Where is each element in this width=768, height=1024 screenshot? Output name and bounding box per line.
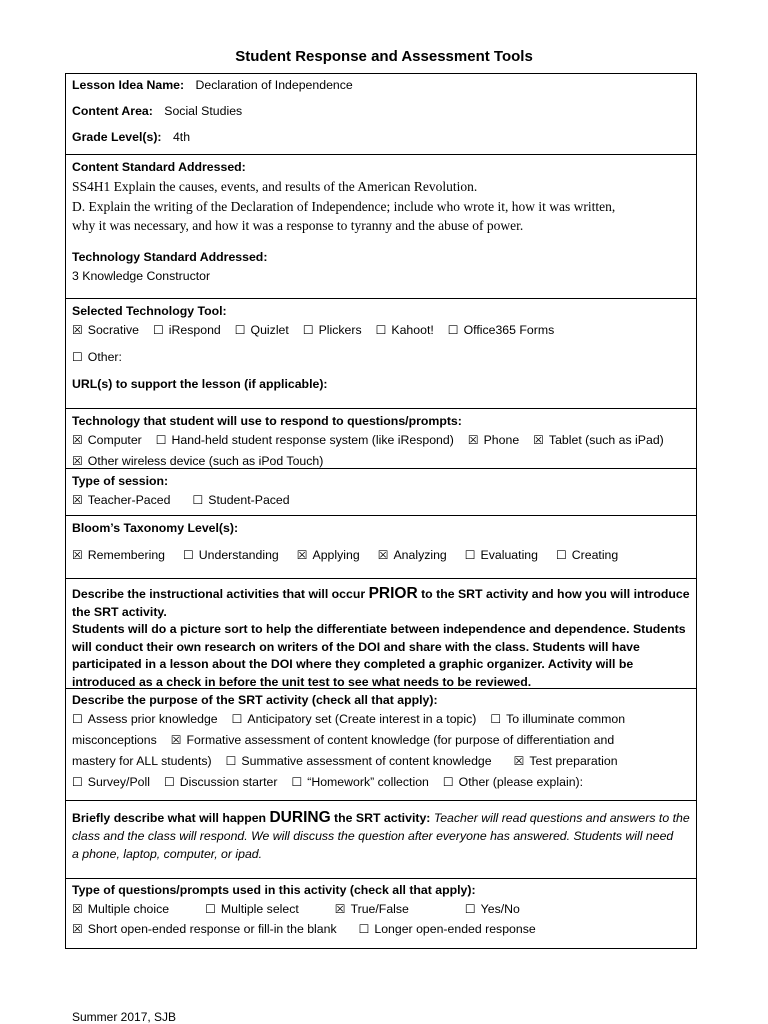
checkbox-anticipatory-set[interactable] [232, 709, 477, 730]
option-label: Tablet (such as iPad) [548, 433, 664, 447]
checkbox-icon: ☒ [513, 754, 525, 768]
url-label: URL(s) to support the lesson (if applicable): [72, 377, 328, 391]
checkbox-icon: ☐ [153, 323, 164, 337]
checkbox-icon: ☐ [358, 922, 370, 936]
checkbox-plickers[interactable] [303, 321, 362, 340]
option-label: Summative assessment of content knowledge [241, 754, 492, 768]
checkbox-icon: ☒ [72, 548, 83, 562]
option-label: Hand-held student response system (like iRespond) [171, 433, 454, 447]
checkbox-phone[interactable] [468, 431, 519, 450]
checkbox-yes-no[interactable] [465, 899, 520, 919]
checkbox-icon: ☒ [72, 323, 83, 337]
option-label: True/False [350, 902, 409, 916]
option-label: Multiple select [220, 902, 299, 916]
checkbox-icon: ☒ [72, 922, 83, 936]
option-label: Formative assessment of content knowledge (for purpose of differentiation and [186, 733, 615, 747]
option-label: Teacher-Paced [87, 493, 171, 507]
purpose-line [72, 751, 690, 772]
grade-level-row [72, 128, 690, 147]
checkbox-teacher-paced[interactable] [72, 491, 170, 510]
checkbox-icon: ☒ [533, 433, 544, 447]
checkbox-icon: ☐ [192, 493, 204, 507]
option-label: Quizlet [250, 323, 289, 337]
prior-answer-line[interactable]: Students will do a picture sort to help the differentiate between independence and dependence. Students [72, 622, 686, 636]
content-area-row [72, 102, 690, 121]
option-label: Remembering [87, 548, 165, 562]
blooms-label: Bloom’s Taxonomy Level(s): [72, 521, 239, 535]
prior-answer-line[interactable]: participated in a lesson about the DOI where they completed a graphic organizer. Activity will be [72, 657, 634, 671]
during-section [65, 801, 697, 879]
checkbox-icon: ☐ [72, 350, 83, 364]
purpose-line [72, 772, 690, 793]
checkbox-icon: ☒ [170, 733, 182, 747]
checkbox-illuminate[interactable] [490, 709, 625, 730]
checkbox-icon: ☒ [72, 433, 83, 447]
checkbox-office365-forms[interactable] [448, 321, 554, 340]
purpose-line [72, 709, 690, 730]
purpose-line [72, 730, 690, 751]
lesson-idea-label: Lesson Idea Name: [72, 78, 185, 92]
checkbox-icon: ☐ [555, 548, 567, 562]
option-label: Test preparation [529, 754, 618, 768]
checkbox-icon: ☒ [467, 433, 479, 447]
session-type-section [65, 469, 697, 516]
option-label: Evaluating [480, 548, 538, 562]
during-answer-line[interactable]: a phone, laptop, computer, or ipad. [72, 847, 263, 861]
checkbox-icon: ☐ [442, 775, 454, 789]
checkbox-icon: ☐ [464, 902, 476, 916]
question-types-section [65, 879, 697, 949]
content-standard-line[interactable]: D. Explain the writing of the Declaration of Independence; include who wrote it, how it was written, [72, 198, 616, 214]
purpose-continuation: misconceptions [72, 733, 157, 747]
blooms-options [72, 546, 690, 565]
tech-tool-options [72, 321, 690, 340]
checkbox-discussion[interactable] [164, 772, 278, 793]
option-label: Anticipatory set (Create interest in a topic) [247, 712, 477, 726]
checkbox-icon: ☐ [464, 548, 476, 562]
checkbox-kahoot[interactable] [376, 321, 434, 340]
checkbox-socrative[interactable] [72, 321, 139, 340]
during-emphasis: DURING [269, 809, 331, 826]
content-area-label: Content Area: [72, 104, 153, 118]
checkbox-icon: ☒ [72, 493, 83, 507]
checkbox-computer[interactable] [72, 431, 142, 450]
page-footer: Summer 2017, SJB [72, 1010, 177, 1024]
checkbox-icon: ☐ [302, 323, 314, 337]
during-question [72, 809, 690, 827]
purpose-label: Describe the purpose of the SRT activity (check all that apply): [72, 693, 438, 707]
grade-level-value[interactable]: 4th [172, 130, 191, 144]
option-label: Office365 Forms [463, 323, 555, 337]
prior-activities-section [65, 579, 697, 689]
option-label: “Homework” collection [307, 775, 429, 789]
option-label: Survey/Poll [87, 775, 150, 789]
tech-tool-other-row [72, 348, 690, 367]
purpose-section [65, 689, 697, 801]
content-standard-line[interactable]: SS4H1 Explain the causes, events, and results of the American Revolution. [72, 179, 478, 194]
checkbox-survey[interactable] [72, 772, 150, 793]
checkbox-multiple-select[interactable] [205, 899, 299, 919]
option-label: Computer [87, 433, 142, 447]
checkbox-tablet[interactable] [533, 431, 664, 450]
page-title: Student Response and Assessment Tools [235, 48, 533, 65]
option-label: To illuminate common [506, 712, 626, 726]
checkbox-other[interactable] [72, 348, 122, 367]
question-types-line [72, 899, 690, 919]
standards-section [65, 155, 697, 299]
option-label: Kahoot! [391, 323, 434, 337]
option-label: Student-Paced [208, 493, 290, 507]
prior-question-line2: the SRT activity. [72, 604, 167, 619]
prior-answer-line[interactable]: will conduct their own research on writers of the DOI and share with the class. Students will have [72, 639, 640, 654]
checkbox-other-purpose[interactable] [443, 772, 583, 793]
checkbox-formative[interactable] [171, 730, 614, 751]
option-label: Discussion starter [179, 775, 278, 789]
checkbox-short-open-ended[interactable] [72, 919, 337, 939]
lesson-info-section [65, 73, 697, 155]
tech-tool-section [65, 299, 697, 409]
prior-question-text: Describe the instructional activities that will occur [72, 587, 369, 601]
checkbox-true-false[interactable] [335, 899, 409, 919]
option-label: Other wireless device (such as iPod Touch) [87, 454, 324, 468]
checkbox-analyzing[interactable] [378, 546, 447, 565]
prior-answer-line[interactable]: introduced as a check in before the unit test to see what needs to be reviewed. [72, 674, 532, 689]
option-label: Plickers [318, 323, 362, 337]
checkbox-icon: ☐ [155, 433, 167, 447]
checkbox-applying[interactable] [297, 546, 360, 565]
option-label: Analyzing [393, 548, 447, 562]
option-label: Yes/No [480, 902, 520, 916]
checkbox-icon: ☐ [231, 712, 243, 726]
option-label: Socrative [87, 323, 140, 337]
tech-tool-label: Selected Technology Tool: [72, 304, 227, 318]
checkbox-remembering[interactable] [72, 546, 165, 565]
blooms-section [65, 516, 697, 579]
option-label: Short open-ended response or fill-in the blank [87, 922, 337, 936]
option-label: Understanding [198, 548, 279, 562]
checkbox-icon: ☐ [183, 548, 194, 562]
option-label: Assess prior knowledge [87, 712, 218, 726]
device-label: Technology that student will use to respond to questions/prompts: [72, 414, 462, 428]
question-types-label: Type of questions/prompts used in this activity (check all that apply): [72, 883, 476, 897]
checkbox-quizlet[interactable] [235, 321, 289, 340]
checkbox-understanding[interactable] [183, 546, 279, 565]
checkbox-icon: ☒ [72, 902, 83, 916]
prior-emphasis: PRIOR [368, 585, 418, 602]
during-question-text: the SRT activity: [330, 811, 434, 825]
checkbox-creating[interactable] [556, 546, 618, 565]
checkbox-icon: ☐ [447, 323, 459, 337]
checkbox-handheld[interactable] [156, 431, 454, 450]
device-options [72, 431, 690, 450]
checkbox-icon: ☐ [225, 754, 237, 768]
during-answer-line[interactable]: Teacher will read questions and answers to the [433, 811, 690, 825]
prior-question [72, 585, 690, 604]
during-question-text: Briefly describe what will happen [72, 811, 270, 825]
checkbox-icon: ☒ [334, 902, 346, 916]
checkbox-icon: ☐ [205, 902, 216, 916]
checkbox-icon: ☒ [377, 548, 389, 562]
session-type-label: Type of session: [72, 474, 169, 488]
checkbox-irespond[interactable] [153, 321, 221, 340]
prior-question-text: to the SRT activity and how you will introduce [417, 587, 690, 601]
grade-level-label: Grade Level(s): [72, 130, 162, 144]
checkbox-test-prep[interactable] [514, 751, 618, 772]
checkbox-summative[interactable] [226, 751, 492, 772]
option-label: iRespond [168, 323, 221, 337]
checkbox-other-wireless[interactable] [72, 452, 323, 471]
checkbox-homework[interactable] [291, 772, 428, 793]
checkbox-icon: ☐ [72, 775, 83, 789]
student-device-section [65, 409, 697, 469]
lesson-idea-value[interactable]: Declaration of Independence [195, 78, 353, 92]
lesson-idea-row [72, 76, 690, 95]
tech-standard-value[interactable]: 3 Knowledge Constructor [72, 268, 211, 283]
option-label: Creating [571, 548, 619, 562]
checkbox-icon: ☐ [291, 775, 303, 789]
checkbox-icon: ☒ [72, 454, 83, 468]
assessment-form [65, 73, 697, 949]
session-options [72, 491, 690, 510]
option-label: Multiple choice [87, 902, 170, 916]
checkbox-icon: ☐ [490, 712, 502, 726]
checkbox-longer-open-ended[interactable] [359, 919, 536, 939]
option-label: Other: [87, 350, 122, 364]
during-answer-line[interactable]: class and the class will respond. We will discuss the question after everyone has answered. Students will need [72, 829, 674, 843]
checkbox-assess-prior[interactable] [72, 709, 218, 730]
purpose-continuation: mastery for ALL students) [72, 754, 212, 768]
checkbox-evaluating[interactable] [465, 546, 538, 565]
tech-standard-label: Technology Standard Addressed: [72, 249, 268, 264]
checkbox-student-paced[interactable] [192, 491, 289, 510]
checkbox-icon: ☒ [296, 548, 308, 562]
content-standard-label: Content Standard Addressed: [72, 160, 246, 174]
content-standard-line[interactable]: why it was necessary, and how it was a response to tyranny and the abuse of power. [72, 218, 524, 233]
option-label: Longer open-ended response [374, 922, 536, 936]
checkbox-icon: ☐ [234, 323, 246, 337]
checkbox-icon: ☐ [375, 323, 387, 337]
checkbox-icon: ☐ [72, 712, 83, 726]
checkbox-multiple-choice[interactable] [72, 899, 169, 919]
option-label: Phone [483, 433, 520, 447]
question-types-line [72, 919, 690, 939]
content-area-value[interactable]: Social Studies [164, 104, 243, 118]
option-label: Other (please explain): [458, 775, 584, 789]
checkbox-icon: ☐ [163, 775, 175, 789]
option-label: Applying [312, 548, 360, 562]
